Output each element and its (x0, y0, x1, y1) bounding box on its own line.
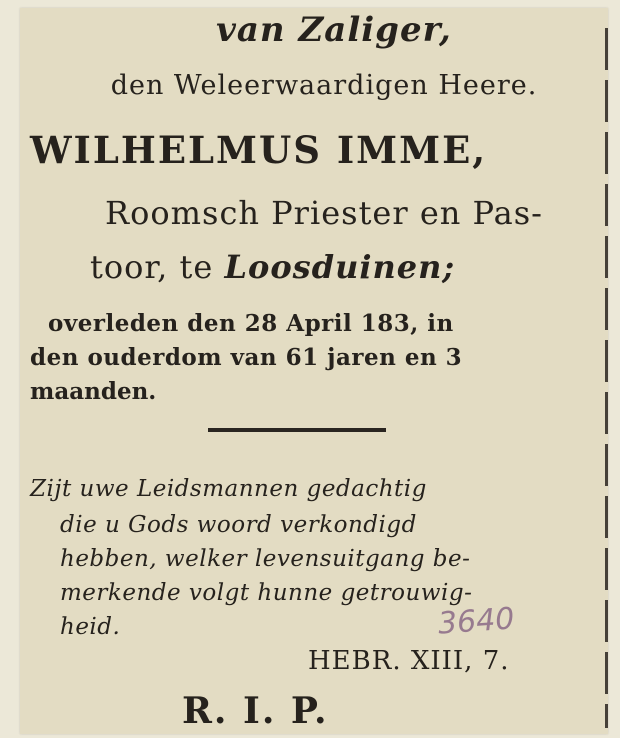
notice-line-2: den Weleerwaardigen Heere. (110, 70, 538, 101)
notice-line-1: van Zaliger, (216, 10, 452, 50)
handwritten-number: 3640 (436, 601, 516, 642)
verse-line: die u Gods woord verkondigd (60, 512, 417, 538)
verse-line: heid. (60, 614, 121, 640)
place-name: Loosduinen; (224, 248, 456, 286)
death-date-line: overleden den 28 April 183, in (48, 310, 454, 337)
verse-line: Zijt uwe Leidsmannen gedachtig (30, 476, 427, 502)
closing-rip: R. I. P. (182, 690, 329, 732)
notice-line-5 (90, 248, 608, 286)
notice-line-4: Roomsch Priester en Pas- (105, 194, 543, 232)
age-line-end: maanden. (30, 378, 157, 405)
divider-rule (208, 428, 386, 432)
verse-line: merkende volgt hunne getrouwig- (60, 580, 473, 606)
deceased-name: WILHELMUS IMME, (30, 128, 488, 172)
notice-line-5-prefix: toor, te (90, 248, 225, 286)
bible-reference: HEBR. XIII, 7. (308, 646, 510, 676)
age-line: den ouderdom van 61 jaren en 3 (30, 344, 463, 371)
newspaper-clipping (20, 8, 608, 734)
verse-line: hebben, welker levensuitgang be- (60, 546, 471, 572)
